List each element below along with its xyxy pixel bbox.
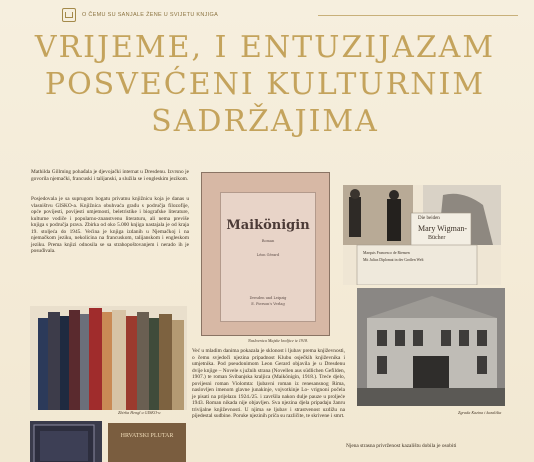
collage-card2-line2: Mit Julius Diplomat in der Großen Welt [363, 258, 424, 262]
header-bar [62, 8, 218, 22]
series-title: O ČEMU SU SANJALE ŽENE U SVIJETU KNJIGA [82, 12, 219, 18]
book-publisher-line1: Dresden und Leipzig [249, 296, 287, 300]
collage-card2-line1: Marquis Francesco de Riensen [363, 251, 410, 255]
collage-drawing [343, 185, 501, 285]
collage-card1-line3: Bücher [428, 235, 446, 241]
book-author: Léon Gérard [256, 253, 280, 257]
title-line-3: SADRŽAJIMA [151, 104, 379, 139]
header-rule [318, 15, 518, 16]
bookshelf-photo [30, 306, 187, 410]
caption-shelf: Zbirka Hengl u GISKO-u [118, 410, 161, 415]
page-title [30, 30, 500, 139]
catalog-collage-photo [343, 185, 501, 285]
collage-card1-line2: Mary Wigman- [418, 224, 468, 233]
binder-photo [30, 421, 102, 462]
book-cover-photo [201, 172, 330, 336]
collage-card1-line1: Die beiden [418, 216, 440, 221]
book-cover [220, 192, 316, 322]
binder-drawing [30, 421, 102, 462]
title-line-1: VRIJEME, I ENTUZIJAZAM [34, 30, 496, 65]
bookshelf-drawing [30, 306, 187, 410]
paragraph-education: Mathilda Gillming pohađala je djevojački internat u Dresdenu. Izvrsno je govorila njemački, francuski i talijanski, a služila se i engleskim jezikom. [31, 169, 189, 182]
building-logo-icon [62, 8, 76, 22]
book-subtitle: Roman [261, 239, 275, 243]
casino-building-photo [357, 288, 505, 406]
title-line-2: POSVEĆENI KULTURNIM [44, 67, 486, 102]
caption-building: Zgrada Kazina i kazališta [458, 410, 502, 415]
building-drawing [357, 288, 505, 406]
hrvatski-plutar-photo [108, 423, 186, 462]
book-title: Maikönigin [226, 218, 310, 233]
paragraph-library: Posjedovala je sa suprugom bogatu privatnu knjižnicu koja je danas u vlasništvu GISKO-a. Knjižnica obuhvaća građu s područja filozofije, opće povijesti, povijesti umjetnosti, beletristike i biografske literature, kulturne vodiče i popularno-znanstvenu literaturu, ali nema previše knjiga s područja prava. Zbirka od oko 5.000 knjiga nastajala je od kraja 19. stoljeća do 1945. Većina je knjiga izdanih u Njemačkoj i na njemačkom jeziku, nekolicina na francuskom, talijanskom i engleskom jeziku. Prema knjizi odnosila se sa strahopoštovanjem i nerado ih je posuđivala. [31, 196, 189, 255]
paragraph-theatre: Njena strasna privrženost kazalištu dobila je osobiti [346, 443, 457, 449]
caption-book: Naslovnica Majske kraljice iz 1918. [248, 338, 309, 343]
bottom-book-title: HRVATSKI PLUTAR [120, 433, 174, 439]
paragraph-literature: Već u mladim danima pokazala je sklonost i ljubav prema književnosti, o čemu svjedoči njezina pripadnost Klubu osječkih književnika i umjetnika. Pod pseudonimom Leon Gerard objavila je u Dresdenu dvije knjige – Novele s južnih strana (Novellen aus südlichen Gefilden, 1907.) te roman Svibanjska kraljica (Maikönigin, 1918.). Treće djelo, povijesni roman Violomta: ljubavni roman iz renesansnog Rima, naslovljen imenom glavne junakinje, vojvotkinje Lo- vrignoni počela je pisati na prijelazu 1924./25. i završila nakon dulje pauze u proljeće 1943. Roman nikada nije objavljen. Sva njezina djela pripadaju žanru trivijalne književnosti. U njima se ljubav i strastvenost uzdižu na pijedestal sudbine. Poruke njezinih priča su različite, te skrivene i smrt. [192, 348, 345, 420]
book-publisher-line2: E. Pierson's Verlag [251, 302, 285, 306]
